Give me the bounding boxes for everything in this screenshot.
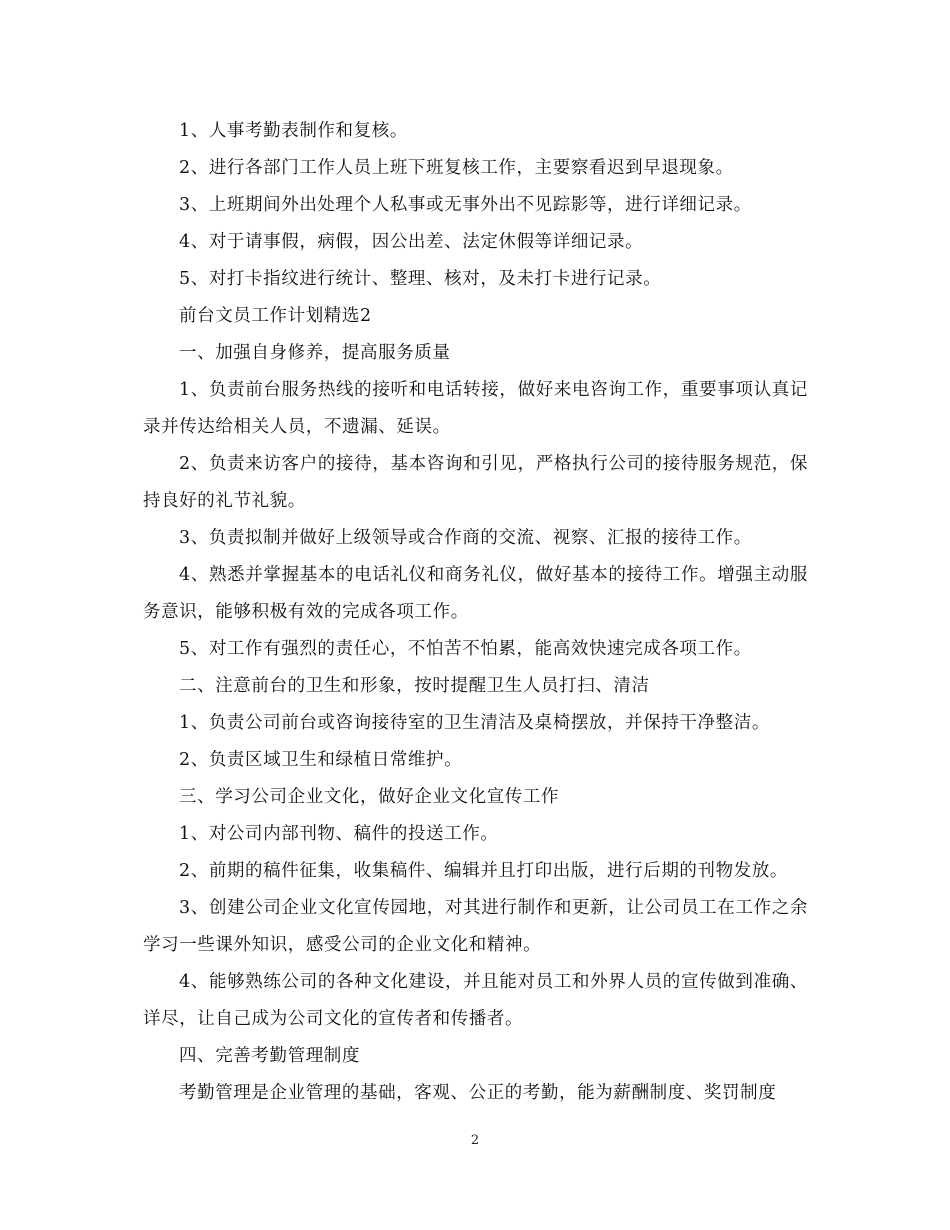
section-heading: 四、完善考勤管理制度: [179, 1046, 360, 1066]
list-item: 3、负责拟制并做好上级领导或合作商的交流、视察、汇报的接待工作。: [179, 528, 752, 548]
list-item: 4、对于请事假，病假，因公出差、法定休假等详细记录。: [179, 232, 644, 252]
section-heading: 二、注意前台的卫生和形象，按时提醒卫生人员打扫、清洁: [179, 676, 650, 696]
list-item: 1、负责前台服务热线的接听和电话转接，做好来电咨询工作，重要事项认真记录并传达给相关人员，不遗漏、延误。: [143, 380, 808, 437]
list-item: 2、进行各部门工作人员上班下班复核工作，主要察看迟到早退现象。: [179, 158, 734, 178]
list-item: 5、对工作有强烈的责任心，不怕苦不怕累，能高效快速完成各项工作。: [179, 639, 752, 659]
list-item: 3、创建公司企业文化宣传园地，对其进行制作和更新，让公司员工在工作之余学习一些课外知识，感受公司的企业文化和精神。: [143, 898, 808, 955]
section-title: 前台文员工作计划精选2: [179, 306, 372, 326]
list-item: 1、人事考勤表制作和复核。: [179, 121, 408, 141]
section-heading: 一、加强自身修养，提高服务质量: [179, 343, 451, 363]
list-item: 3、上班期间外出处理个人私事或无事外出不见踪影等，进行详细记录。: [179, 195, 752, 215]
list-item: 2、负责来访客户的接待，基本咨询和引见，严格执行公司的接待服务规范，保持良好的礼节礼貌。: [143, 454, 808, 511]
list-item: 1、对公司内部刊物、稿件的投送工作。: [179, 824, 499, 844]
list-item: 2、前期的稿件征集，收集稿件、编辑并且打印出版，进行后期的刊物发放。: [179, 861, 789, 881]
section-heading: 三、学习公司企业文化，做好企业文化宣传工作: [179, 787, 560, 807]
list-item: 1、负责公司前台或咨询接待室的卫生清洁及桌椅摆放，并保持干净整洁。: [179, 713, 770, 733]
body-paragraph: 考勤管理是企业管理的基础，客观、公正的考勤，能为薪酬制度、奖罚制度: [179, 1083, 777, 1103]
list-item: 4、能够熟练公司的各种文化建设，并且能对员工和外界人员的宣传做到准确、详尽，让自己成为公司文化的宣传者和传播者。: [143, 972, 808, 1029]
list-item: 2、负责区域卫生和绿植日常维护。: [179, 750, 463, 770]
document-body: [143, 113, 808, 1112]
list-item: 4、熟悉并掌握基本的电话礼仪和商务礼仪，做好基本的接待工作。增强主动服务意识，能够积极有效的完成各项工作。: [143, 565, 808, 622]
page-number: 2: [470, 1133, 480, 1148]
list-item: 5、对打卡指纹进行统计、整理、核对，及未打卡进行记录。: [179, 269, 662, 289]
